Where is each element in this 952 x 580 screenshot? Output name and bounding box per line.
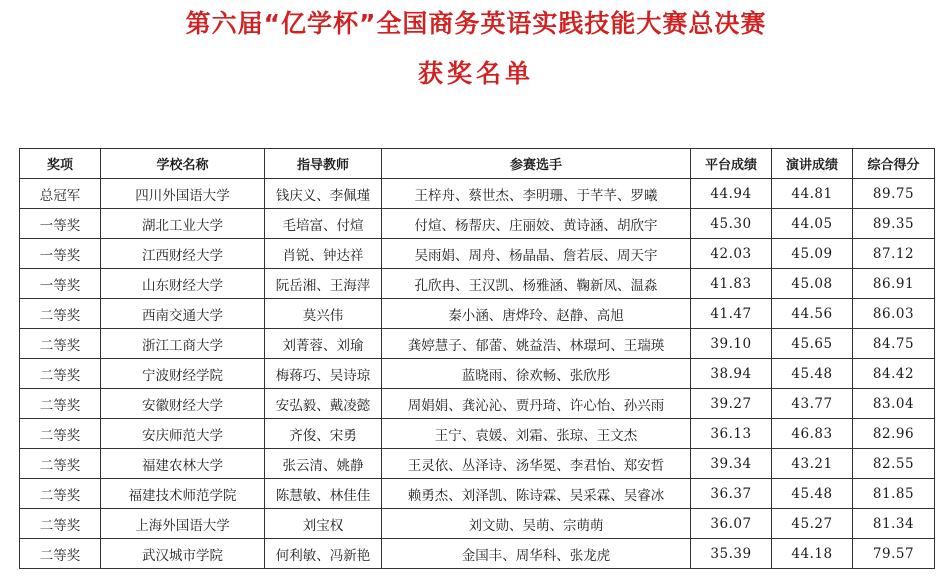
speech-score-cell: 43.77: [772, 389, 853, 419]
table-row: [20, 539, 935, 569]
document-title: 第六届“亿学杯”全国商务英语实践技能大赛总决赛: [185, 9, 767, 38]
table-row: [20, 299, 935, 329]
total-score-cell: 87.12: [853, 239, 935, 269]
total-score-cell: 83.04: [853, 389, 935, 419]
total-score-cell: 89.35: [853, 209, 935, 239]
contestants-cell: 蓝晓雨、徐欢畅、张欣彤: [382, 359, 691, 389]
header-speech-score: 演讲成绩: [772, 149, 853, 179]
school-cell: 宁波财经学院: [101, 359, 265, 389]
speech-score-cell: 46.83: [772, 419, 853, 449]
table-row: [20, 389, 935, 419]
award-cell: 二等奖: [20, 299, 101, 329]
platform-score-cell: 45.30: [691, 209, 772, 239]
award-cell: 二等奖: [20, 329, 101, 359]
header-instructor: 指导教师: [265, 149, 382, 179]
school-cell: 浙江工商大学: [101, 329, 265, 359]
total-score-cell: 86.03: [853, 299, 935, 329]
contestants-cell: 付煊、杨帮庆、庄丽姣、黄诗涵、胡欣宇: [382, 209, 691, 239]
school-cell: 武汉城市学院: [101, 539, 265, 569]
instructor-cell: 齐俊、宋勇: [265, 419, 382, 449]
contestants-cell: 刘文勋、吴萌、宗萌萌: [382, 509, 691, 539]
instructor-cell: 何利敏、冯新艳: [265, 539, 382, 569]
award-cell: 二等奖: [20, 389, 101, 419]
contestants-cell: 孔欣冉、王汉凯、杨雅涵、鞠新凤、温淼: [382, 269, 691, 299]
table-row: [20, 509, 935, 539]
table-row: [20, 209, 935, 239]
speech-score-cell: 45.27: [772, 509, 853, 539]
award-cell: 一等奖: [20, 209, 101, 239]
school-cell: 西南交通大学: [101, 299, 265, 329]
platform-score-cell: 42.03: [691, 239, 772, 269]
speech-score-cell: 44.81: [772, 179, 853, 209]
total-score-cell: 84.75: [853, 329, 935, 359]
speech-score-cell: 44.05: [772, 209, 853, 239]
contestants-cell: 赖勇杰、刘泽凯、陈诗霖、吴采霖、吴睿冰: [382, 479, 691, 509]
instructor-cell: 刘菁蓉、刘瑜: [265, 329, 382, 359]
contestants-cell: 龚婷慧子、郁蕾、姚益浩、林璟珂、王瑞瑛: [382, 329, 691, 359]
award-cell: 一等奖: [20, 239, 101, 269]
table-row: [20, 449, 935, 479]
school-cell: 江西财经大学: [101, 239, 265, 269]
award-cell: 二等奖: [20, 509, 101, 539]
speech-score-cell: 45.08: [772, 269, 853, 299]
award-cell: 一等奖: [20, 269, 101, 299]
instructor-cell: 安弘毅、戴凌懿: [265, 389, 382, 419]
total-score-cell: 82.55: [853, 449, 935, 479]
total-score-cell: 89.75: [853, 179, 935, 209]
instructor-cell: 毛培富、付煊: [265, 209, 382, 239]
award-cell: 二等奖: [20, 479, 101, 509]
contestants-cell: 王梓舟、蔡世杰、李明珊、于芊芊、罗曦: [382, 179, 691, 209]
speech-score-cell: 43.21: [772, 449, 853, 479]
table-row: [20, 419, 935, 449]
school-cell: 福建技术师范学院: [101, 479, 265, 509]
instructor-cell: 钱庆义、李佩瑾: [265, 179, 382, 209]
header-school: 学校名称: [101, 149, 265, 179]
table-row: [20, 179, 935, 209]
contestants-cell: 周娟娟、龚沁沁、贾丹琦、许心怡、孙兴雨: [382, 389, 691, 419]
total-score-cell: 81.85: [853, 479, 935, 509]
school-cell: 上海外国语大学: [101, 509, 265, 539]
platform-score-cell: 41.83: [691, 269, 772, 299]
platform-score-cell: 36.13: [691, 419, 772, 449]
header-award: 奖项: [20, 149, 101, 179]
speech-score-cell: 45.65: [772, 329, 853, 359]
table-header-row: [20, 149, 935, 179]
award-cell: 总冠军: [20, 179, 101, 209]
contestants-cell: 王灵依、丛泽诗、汤华冕、李君怡、郑安哲: [382, 449, 691, 479]
speech-score-cell: 44.18: [772, 539, 853, 569]
speech-score-cell: 45.48: [772, 479, 853, 509]
instructor-cell: 阮岳湘、王海萍: [265, 269, 382, 299]
platform-score-cell: 41.47: [691, 299, 772, 329]
platform-score-cell: 36.37: [691, 479, 772, 509]
header-platform-score: 平台成绩: [691, 149, 772, 179]
award-cell: 二等奖: [20, 539, 101, 569]
award-cell: 二等奖: [20, 449, 101, 479]
school-cell: 福建农林大学: [101, 449, 265, 479]
table-row: [20, 359, 935, 389]
contestants-cell: 金国丰、周华科、张龙虎: [382, 539, 691, 569]
total-score-cell: 84.42: [853, 359, 935, 389]
table-row: [20, 329, 935, 359]
platform-score-cell: 39.27: [691, 389, 772, 419]
header-contestants: 参赛选手: [382, 149, 691, 179]
instructor-cell: 陈慧敏、林佳佳: [265, 479, 382, 509]
document-subtitle: 获奖名单: [417, 59, 534, 88]
award-cell: 二等奖: [20, 419, 101, 449]
school-cell: 湖北工业大学: [101, 209, 265, 239]
contestants-cell: 秦小涵、唐烨玲、赵静、高旭: [382, 299, 691, 329]
awards-table: [19, 148, 935, 569]
total-score-cell: 79.57: [853, 539, 935, 569]
speech-score-cell: 44.56: [772, 299, 853, 329]
platform-score-cell: 39.34: [691, 449, 772, 479]
platform-score-cell: 36.07: [691, 509, 772, 539]
header-total-score: 综合得分: [853, 149, 935, 179]
instructor-cell: 刘宝权: [265, 509, 382, 539]
speech-score-cell: 45.48: [772, 359, 853, 389]
table-row: [20, 269, 935, 299]
school-cell: 四川外国语大学: [101, 179, 265, 209]
total-score-cell: 82.96: [853, 419, 935, 449]
platform-score-cell: 35.39: [691, 539, 772, 569]
platform-score-cell: 44.94: [691, 179, 772, 209]
instructor-cell: 肖锐、钟达祥: [265, 239, 382, 269]
total-score-cell: 81.34: [853, 509, 935, 539]
school-cell: 山东财经大学: [101, 269, 265, 299]
instructor-cell: 梅蒋巧、吴诗琼: [265, 359, 382, 389]
table-row: [20, 239, 935, 269]
instructor-cell: 张云清、姚静: [265, 449, 382, 479]
school-cell: 安徽财经大学: [101, 389, 265, 419]
table-row: [20, 479, 935, 509]
contestants-cell: 王宁、袁媛、刘霜、张琼、王文杰: [382, 419, 691, 449]
platform-score-cell: 39.10: [691, 329, 772, 359]
instructor-cell: 莫兴伟: [265, 299, 382, 329]
speech-score-cell: 45.09: [772, 239, 853, 269]
school-cell: 安庆师范大学: [101, 419, 265, 449]
total-score-cell: 86.91: [853, 269, 935, 299]
award-cell: 二等奖: [20, 359, 101, 389]
contestants-cell: 吴雨娟、周舟、杨晶晶、詹若辰、周天宇: [382, 239, 691, 269]
platform-score-cell: 38.94: [691, 359, 772, 389]
